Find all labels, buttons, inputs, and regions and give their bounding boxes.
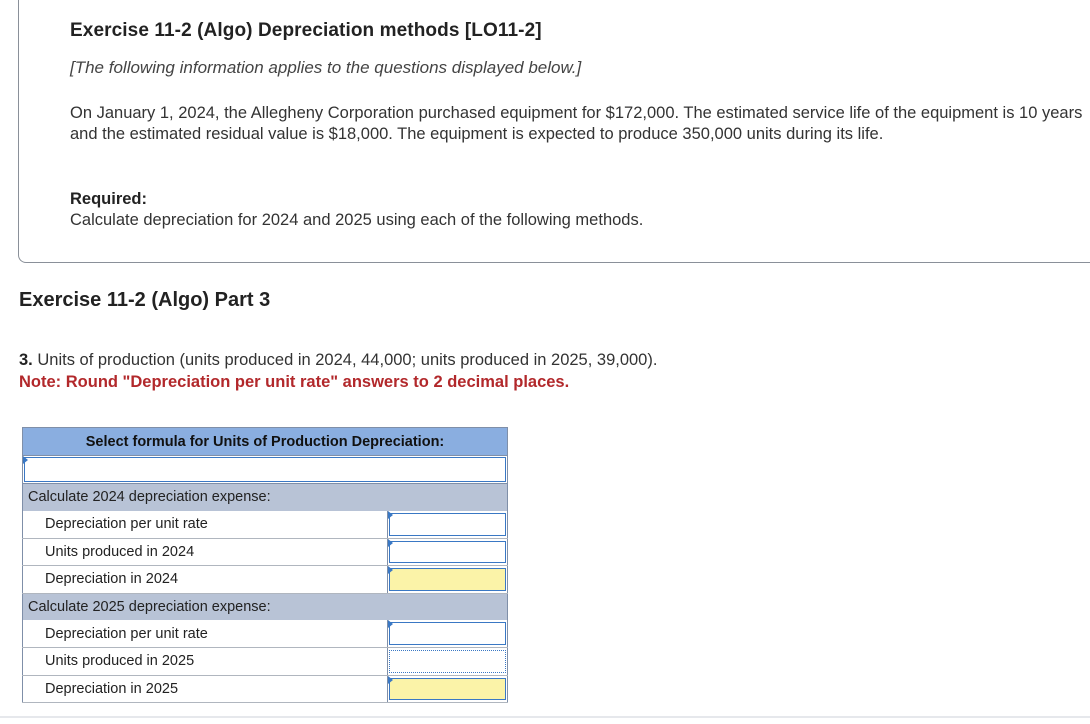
required-label: Required: <box>70 190 148 208</box>
part-title: Exercise 11-2 (Algo) Part 3 <box>19 289 271 311</box>
row-label: Depreciation in 2024 <box>23 566 388 594</box>
row-label: Depreciation per unit rate <box>23 620 388 648</box>
table-row <box>23 538 508 566</box>
worksheet-header: Select formula for Units of Production Depreciation: <box>23 428 508 456</box>
input-marker-icon <box>388 539 393 547</box>
question-body: Units of production (units produced in 2024, 44,000; units produced in 2025, 39,000). <box>32 351 658 369</box>
depreciation-worksheet <box>22 427 508 703</box>
divider <box>0 716 1090 718</box>
info-note: [The following information applies to the questions displayed below.] <box>70 58 582 77</box>
units-2024-input[interactable] <box>389 541 506 564</box>
depreciation-2024-output <box>389 568 506 591</box>
input-cell <box>388 620 508 648</box>
depreciation-2025-output <box>389 678 506 701</box>
input-cell <box>388 566 508 594</box>
formula-select[interactable] <box>24 457 506 482</box>
formula-row <box>23 456 508 484</box>
input-marker-icon <box>23 456 28 464</box>
input-cell <box>388 538 508 566</box>
problem-description: On January 1, 2024, the Allegheny Corporation purchased equipment for $172,000. The estimated service life of the equipment is 10 years and the estimated residual value is $18,000. The equipment is expected to produce 350,000 units during its life. <box>70 104 1083 143</box>
formula-cell <box>23 456 508 484</box>
table-row <box>23 675 508 703</box>
input-marker-icon <box>388 566 393 574</box>
input-marker-icon <box>388 620 393 628</box>
row-label: Units produced in 2025 <box>23 648 388 676</box>
table-row <box>23 566 508 594</box>
input-marker-icon <box>388 676 393 684</box>
input-marker-icon <box>388 511 393 519</box>
table-row <box>23 511 508 539</box>
section-2024-label: Calculate 2024 depreciation expense: <box>23 484 508 511</box>
section-2024-row <box>23 484 508 511</box>
question-text <box>19 351 657 370</box>
rate-2024-input[interactable] <box>389 513 506 536</box>
input-cell <box>388 511 508 539</box>
exercise-title: Exercise 11-2 (Algo) Depreciation methods [LO11-2] <box>70 20 542 41</box>
units-2025-input[interactable] <box>389 650 506 673</box>
rounding-note: Note: Round "Depreciation per unit rate" answers to 2 decimal places. <box>19 373 570 391</box>
table-row <box>23 620 508 648</box>
required-text: Calculate depreciation for 2024 and 2025 using each of the following methods. <box>70 211 644 229</box>
row-label: Units produced in 2024 <box>23 538 388 566</box>
table-row <box>23 648 508 676</box>
worksheet-header-row <box>23 428 508 456</box>
input-cell <box>388 675 508 703</box>
input-cell <box>388 648 508 676</box>
section-2025-row <box>23 593 508 620</box>
question-number: 3. <box>19 351 33 369</box>
row-label: Depreciation in 2025 <box>23 675 388 703</box>
row-label: Depreciation per unit rate <box>23 511 388 539</box>
section-2025-label: Calculate 2025 depreciation expense: <box>23 593 508 620</box>
rate-2025-input[interactable] <box>389 622 506 645</box>
